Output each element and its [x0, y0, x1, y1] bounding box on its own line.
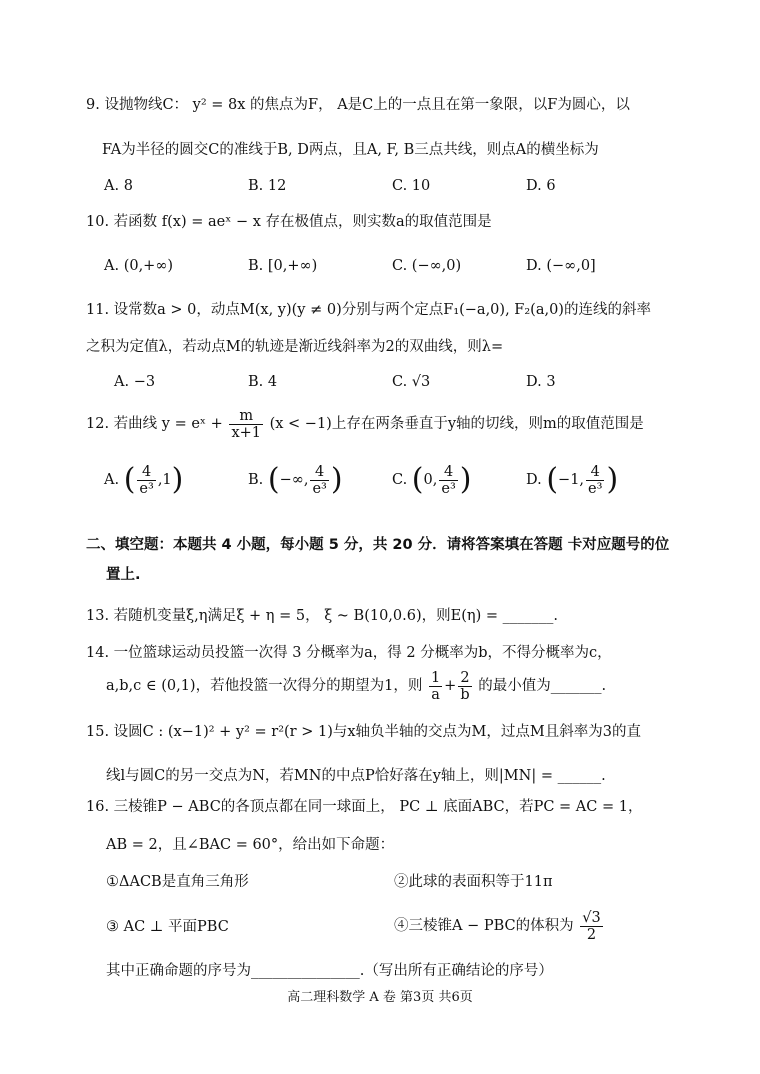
q11-option-a: A. −3	[114, 374, 156, 390]
q12-d-num: 4	[586, 464, 604, 481]
q10-option-a: A. (0,+∞)	[104, 258, 174, 274]
q12-a-b: ,1	[157, 472, 172, 488]
q12-a-frac	[137, 464, 155, 497]
q12-a-letter: A.	[104, 472, 120, 488]
q16-stem-line1: 16. 三棱锥P − ABC的各顶点都在同一球面上， PC ⊥ 底面ABC，若PC = AC = 1，	[86, 799, 643, 815]
q12-option-b	[248, 460, 343, 500]
page-footer: 高二理科数学 A 卷 第3页 共6页	[287, 990, 473, 1005]
q11-option-b: B. 4	[248, 374, 278, 390]
q12-b-lparen: (	[267, 462, 280, 497]
q14-frac2	[458, 670, 471, 703]
q14-post: 的最小值为_______.	[478, 678, 607, 694]
q16-p4-den: 2	[586, 926, 597, 943]
q14-frac2-num: 2	[458, 670, 471, 687]
q9-option-a: A. 8	[104, 178, 133, 194]
q13-stem: 13. 若随机变量ξ,η满足ξ + η = 5， ξ ~ B(10,0.6)，则E(η) = _______.	[86, 608, 558, 624]
q14-frac1	[429, 670, 442, 703]
q12-d-pre: −1,	[558, 472, 585, 488]
q12-c-num: 4	[439, 464, 457, 481]
q12-b-pre: −∞,	[279, 472, 309, 488]
q14-pre: a,b,c ∈ (0,1)，若他投篮一次得分的期望为1，则	[106, 678, 423, 694]
q12-d-den: e³	[588, 480, 603, 497]
q14-stem-line1: 14. 一位篮球运动员投篮一次得 3 分概率为a，得 2 分概率为b，不得分概率为c，	[86, 645, 612, 661]
q16-proposition-2: ②此球的表面积等于11π	[394, 874, 553, 890]
q12-d-letter: D.	[526, 472, 542, 488]
q12-stem-post: (x < −1)上存在两条垂直于y轴的切线，则m的取值范围是	[269, 416, 644, 432]
q16-p4-num: √3	[582, 909, 601, 926]
q12-d-rparen: )	[606, 462, 619, 497]
q12-c-letter: C.	[392, 472, 408, 488]
q12-b-frac	[310, 464, 328, 497]
q9-stem-line1: 9. 设抛物线C： y² = 8x 的焦点为F， A是C上的一点且在第一象限，以F为圆心，以	[86, 97, 630, 113]
q9-stem-line2: FA为半径的圆交C的准线于B, D两点，且A, F, B三点共线，则点A的横坐标为	[102, 142, 599, 158]
q12-frac-den: x+1	[231, 424, 261, 441]
q14-stem-line2	[106, 668, 606, 704]
q12-c-lparen: (	[411, 462, 424, 497]
q16-proposition-1: ①ΔACB是直角三角形	[106, 874, 249, 890]
q10-option-c: C. (−∞,0)	[392, 258, 462, 274]
q12-option-c	[392, 460, 471, 500]
q12-frac-num: m	[229, 408, 263, 425]
q16-p4-pre: ④三棱锥A − PBC的体积为	[394, 918, 574, 934]
q14-frac1-den: a	[431, 686, 440, 703]
q12-c-den: e³	[441, 480, 456, 497]
q12-d-frac	[586, 464, 604, 497]
q16-answer-line: 其中正确命题的序号为_______________.（写出所有正确结论的序号）	[106, 963, 553, 979]
q12-option-d	[526, 460, 618, 500]
q12-b-letter: B.	[248, 472, 264, 488]
q10-option-d: D. (−∞,0]	[526, 258, 596, 274]
q14-frac2-den: b	[460, 686, 470, 703]
q12-a-den: e³	[139, 480, 154, 497]
q14-frac1-num: 1	[430, 669, 441, 686]
q12-stem-pre: 12. 若曲线 y = eˣ +	[86, 416, 223, 432]
q11-stem-line2: 之积为定值λ，若动点M的轨迹是渐近线斜率为2的双曲线，则λ=	[86, 339, 504, 355]
q15-stem-line1: 15. 设圆C : (x−1)² + y² = r²(r > 1)与x轴负半轴的交点为M，过点M且斜率为3的直	[86, 724, 641, 740]
q12-a-lparen: (	[123, 462, 136, 497]
q9-option-b: B. 12	[248, 178, 287, 194]
q11-option-c: C. √3	[392, 374, 431, 390]
q15-stem-line2: 线l与圆C的另一交点为N，若MN的中点P恰好落在y轴上，则|MN| = ______.	[106, 768, 606, 784]
q9-option-d: D. 6	[526, 178, 556, 194]
q16-proposition-3: ③ AC ⊥ 平面PBC	[106, 919, 229, 935]
q16-p4-frac	[580, 910, 602, 943]
q12-a-num: 4	[137, 464, 155, 481]
q12-a-rparen: )	[171, 462, 184, 497]
q16-proposition-4	[394, 905, 605, 947]
q12-b-rparen: )	[330, 462, 343, 497]
section2-heading-line2: 置上.	[106, 567, 141, 583]
q9-option-c: C. 10	[392, 178, 431, 194]
q12-option-a	[104, 460, 183, 500]
q12-fraction	[229, 408, 263, 441]
q12-b-den: e³	[312, 480, 327, 497]
section2-heading-line1: 二、填空题：本题共 4 小题，每小题 5 分，共 20 分．请将答案填在答题 卡对应题号的位	[86, 537, 670, 553]
q16-stem-line2: AB = 2，且∠BAC = 60°，给出如下命题：	[106, 837, 395, 853]
q12-c-pre: 0,	[423, 472, 438, 488]
q11-option-d: D. 3	[526, 374, 556, 390]
q11-stem-line1: 11. 设常数a > 0，动点M(x, y)(y ≠ 0)分别与两个定点F₁(−a,0), F₂(a,0)的连线的斜率	[86, 302, 651, 318]
q12-stem	[86, 406, 644, 442]
q12-c-frac	[439, 464, 457, 497]
q12-b-num: 4	[310, 464, 328, 481]
q10-option-b: B. [0,+∞)	[248, 258, 318, 274]
q14-plus: +	[444, 678, 457, 694]
q10-stem: 10. 若函数 f(x) = aeˣ − x 存在极值点，则实数a的取值范围是	[86, 214, 492, 230]
q12-c-rparen: )	[459, 462, 472, 497]
q12-d-lparen: (	[546, 462, 559, 497]
